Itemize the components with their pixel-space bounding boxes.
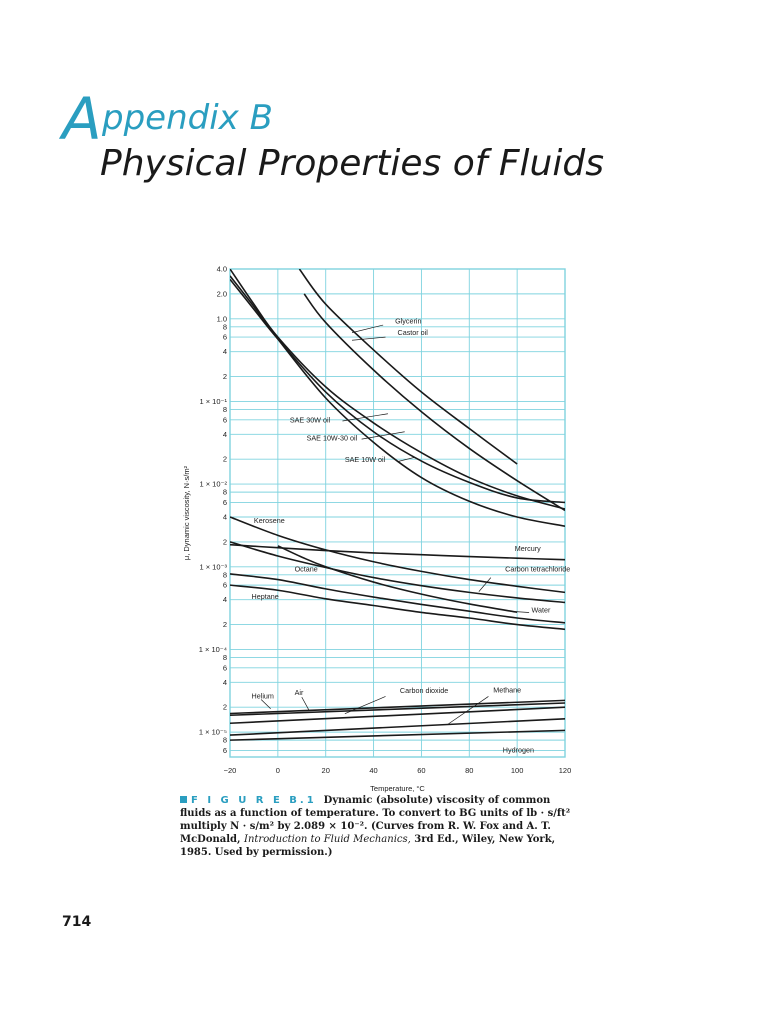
x-tick-label: 20 [321, 766, 330, 775]
figure-caption [180, 794, 578, 859]
appendix-initial: A [62, 85, 102, 153]
series-carbon-tetrachloride-leader [479, 578, 491, 592]
series-air-leader [302, 697, 309, 710]
appendix-label: ppendix B [102, 98, 273, 138]
y-tick-label: 4 [222, 429, 227, 439]
series-water-label: Water [531, 605, 551, 615]
series-hydrogen-label: Hydrogen [502, 745, 534, 755]
caption-square-icon [180, 796, 187, 803]
x-tick-label: 80 [465, 766, 474, 775]
y-tick-label: 2.0 [216, 289, 227, 299]
series-sae-30w-oil-label: SAE 30W oil [289, 415, 331, 425]
series-heptane-line [230, 585, 565, 629]
caption-book: Introduction to Fluid Mechanics, [244, 834, 411, 845]
y-tick-label: 8 [222, 487, 227, 497]
y-tick-label: 6 [222, 332, 227, 342]
y-tick-label: 6 [222, 415, 227, 425]
y-tick-label: 6 [222, 497, 227, 507]
series-castor-oil-leader [352, 337, 386, 340]
figure-label: F I G U R E B.1 [191, 795, 317, 806]
y-tick-label: 6 [222, 745, 227, 755]
y-tick-label: 4 [222, 595, 227, 605]
y-tick-label: 2 [222, 620, 227, 630]
x-tick-label: 40 [369, 766, 378, 775]
x-tick-label: 100 [510, 766, 524, 775]
y-tick-label: 1 × 10⁻³ [199, 562, 227, 572]
series-air-label: Air [294, 688, 304, 698]
y-tick-label: 6 [222, 663, 227, 673]
appendix-header [62, 86, 742, 196]
series-glycerin-label: Glycerin [395, 316, 422, 326]
series-sae-30w-oil-line [230, 269, 565, 509]
y-tick-label: 8 [222, 652, 227, 662]
page-number: 714 [62, 914, 92, 930]
series-sae-10w-30-oil-label: SAE 10W-30 oil [306, 433, 358, 443]
page-title: Physical Properties of Fluids [100, 143, 604, 184]
y-tick-label: 4 [222, 677, 227, 687]
curves-group [230, 269, 565, 740]
y-tick-label: 4 [222, 347, 227, 357]
series-mercury-label: Mercury [514, 544, 541, 554]
y-tick-label: 4.0 [216, 264, 227, 274]
y-tick-label: 1 × 10⁻¹ [199, 396, 227, 406]
chart-svg [170, 256, 570, 796]
series-methane-label: Methane [493, 685, 522, 695]
x-tick-label: −20 [223, 766, 237, 775]
y-tick-label: 4 [222, 512, 227, 522]
series-carbon-dioxide-label: Carbon dioxide [399, 686, 449, 696]
y-tick-label: 2 [222, 454, 227, 464]
y-tick-label: 8 [222, 570, 227, 580]
x-axis-label: Temperature, °C [370, 784, 425, 793]
y-tick-label: 6 [222, 580, 227, 590]
series-octane-label: Octane [294, 564, 318, 574]
viscosity-chart [170, 256, 570, 800]
series-helium-label: Helium [251, 691, 274, 701]
y-tick-label: 1.0 [216, 314, 227, 324]
x-tick-label: 120 [558, 766, 572, 775]
y-tick-label: 8 [222, 735, 227, 745]
x-tick-label: 0 [275, 766, 280, 775]
y-tick-label: 2 [222, 702, 227, 712]
series-castor-oil-label: Castor oil [397, 327, 428, 337]
y-axis-label: μ, Dynamic viscosity, N·s/m² [182, 465, 191, 561]
caption-main: Dynamic (absolute) viscosity of common fluids as a function of temperature. To convert to BG units of lb · s/ft² multiply N · s/m² by 2.089 × 10⁻². (Curves from R. W. Fox and A. T. McDonald, [180, 795, 571, 845]
x-tick-label: 60 [417, 766, 426, 775]
series-glycerin-leader [352, 325, 383, 333]
caption-tail: 3rd Ed., Wiley, New York, 1985. Used by permission.) [180, 834, 556, 858]
series-water-line [278, 546, 517, 612]
series-heptane-label: Heptane [251, 591, 279, 601]
y-tick-label: 1 × 10⁻² [199, 479, 227, 489]
y-tick-label: 2 [222, 372, 227, 382]
y-tick-label: 1 × 10⁻⁵ [198, 727, 227, 737]
series-kerosene-label: Kerosene [253, 515, 285, 525]
y-tick-label: 2 [222, 537, 227, 547]
series-sae-10w-oil-label: SAE 10W oil [344, 455, 386, 465]
y-tick-label: 1 × 10⁻⁴ [198, 644, 227, 654]
y-tick-label: 8 [222, 404, 227, 414]
y-tick-label: 8 [222, 322, 227, 332]
series-carbon-tetrachloride-label: Carbon tetrachloride [505, 564, 571, 574]
